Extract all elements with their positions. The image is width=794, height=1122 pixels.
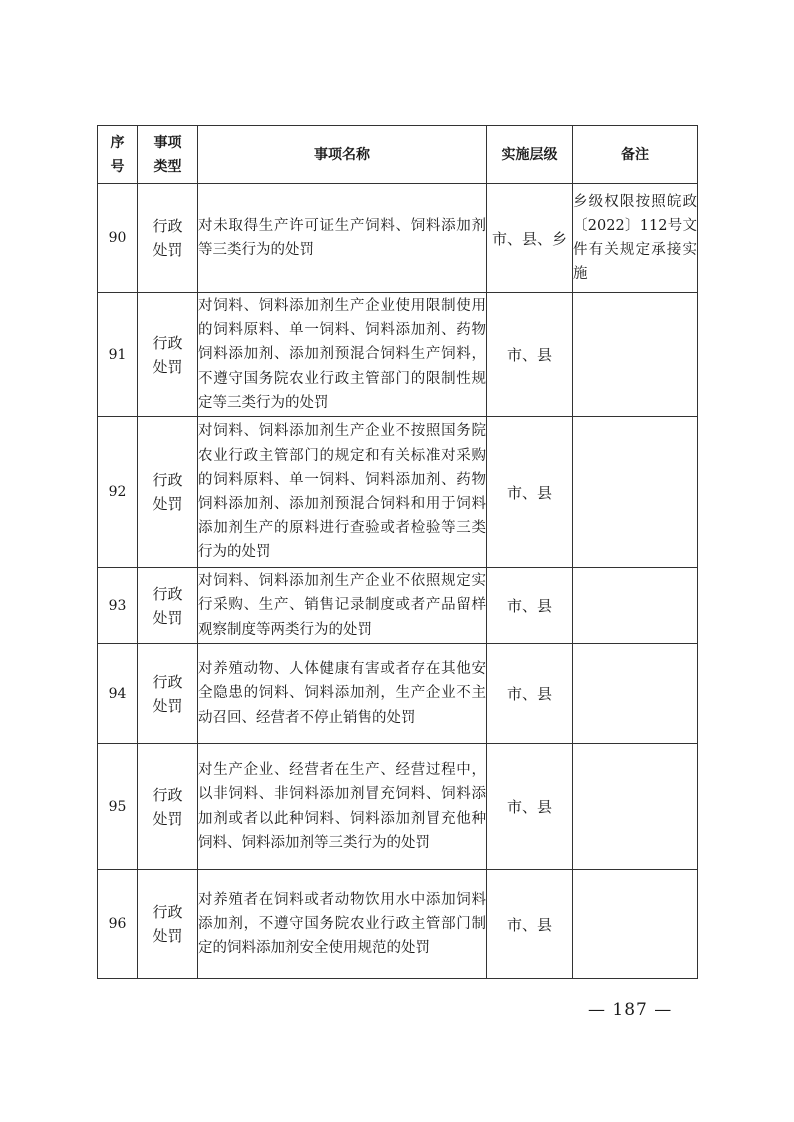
row-name: 对饲料、饲料添加剂生产企业不按照国务院农业行政主管部门的规定和有关标准对采购的饲料原料、单一饲料、饲料添加剂、药物饲料添加剂、添加剂预混合饲料和用于饲料添加剂生产的原料进行查验或者检验等三类行为的处罚 xyxy=(198,417,487,568)
row-note xyxy=(573,417,698,568)
table-row xyxy=(98,417,698,568)
table-row xyxy=(98,644,698,744)
row-note xyxy=(573,293,698,417)
row-name: 对饲料、饲料添加剂生产企业不依照规定实行采购、生产、销售记录制度或者产品留样观察制度等两类行为的处罚 xyxy=(198,568,487,644)
header-no: 序号 xyxy=(98,126,138,184)
row-level: 市、县 xyxy=(487,293,573,417)
row-level: 市、县 xyxy=(487,870,573,979)
table-row xyxy=(98,293,698,417)
row-note xyxy=(573,644,698,744)
header-name: 事项名称 xyxy=(198,126,487,184)
row-level: 市、县 xyxy=(487,744,573,870)
table-row xyxy=(98,184,698,293)
row-name: 对养殖者在饲料或者动物饮用水中添加饲料添加剂，不遵守国务院农业行政主管部门制定的饲料添加剂安全使用规范的处罚 xyxy=(198,870,487,979)
row-name: 对未取得生产许可证生产饲料、饲料添加剂等三类行为的处罚 xyxy=(198,184,487,293)
row-number: 93 xyxy=(98,568,138,644)
row-type: 行政处罚 xyxy=(138,293,198,417)
page-number: — 187 — xyxy=(588,1000,673,1020)
header-note: 备注 xyxy=(573,126,698,184)
row-note xyxy=(573,568,698,644)
row-type: 行政处罚 xyxy=(138,417,198,568)
row-note xyxy=(573,870,698,979)
row-number: 92 xyxy=(98,417,138,568)
row-number: 94 xyxy=(98,644,138,744)
row-number: 95 xyxy=(98,744,138,870)
row-name: 对饲料、饲料添加剂生产企业使用限制使用的饲料原料、单一饲料、饲料添加剂、药物饲料添加剂、添加剂预混合饲料生产饲料，不遵守国务院农业行政主管部门的限制性规定等三类行为的处罚 xyxy=(198,293,487,417)
row-number: 90 xyxy=(98,184,138,293)
row-number: 91 xyxy=(98,293,138,417)
items-table xyxy=(97,125,698,979)
header-level: 实施层级 xyxy=(487,126,573,184)
row-level: 市、县 xyxy=(487,568,573,644)
row-note: 乡级权限按照皖政〔2022〕112号文件有关规定承接实施 xyxy=(573,184,698,293)
row-name: 对生产企业、经营者在生产、经营过程中，以非饲料、非饲料添加剂冒充饲料、饲料添加剂或者以此种饲料、饲料添加剂冒充他种饲料、饲料添加剂等三类行为的处罚 xyxy=(198,744,487,870)
row-note xyxy=(573,744,698,870)
row-type: 行政处罚 xyxy=(138,744,198,870)
row-level: 市、县 xyxy=(487,417,573,568)
row-type: 行政处罚 xyxy=(138,644,198,744)
row-type: 行政处罚 xyxy=(138,870,198,979)
table-row xyxy=(98,568,698,644)
row-type: 行政处罚 xyxy=(138,184,198,293)
row-level: 市、县 xyxy=(487,644,573,744)
row-type: 行政处罚 xyxy=(138,568,198,644)
header-type: 事项类型 xyxy=(138,126,198,184)
table-row xyxy=(98,870,698,979)
row-name: 对养殖动物、人体健康有害或者存在其他安全隐患的饲料、饲料添加剂，生产企业不主动召回、经营者不停止销售的处罚 xyxy=(198,644,487,744)
row-level: 市、县、乡 xyxy=(487,184,573,293)
header-row xyxy=(98,126,698,184)
table-row xyxy=(98,744,698,870)
row-number: 96 xyxy=(98,870,138,979)
